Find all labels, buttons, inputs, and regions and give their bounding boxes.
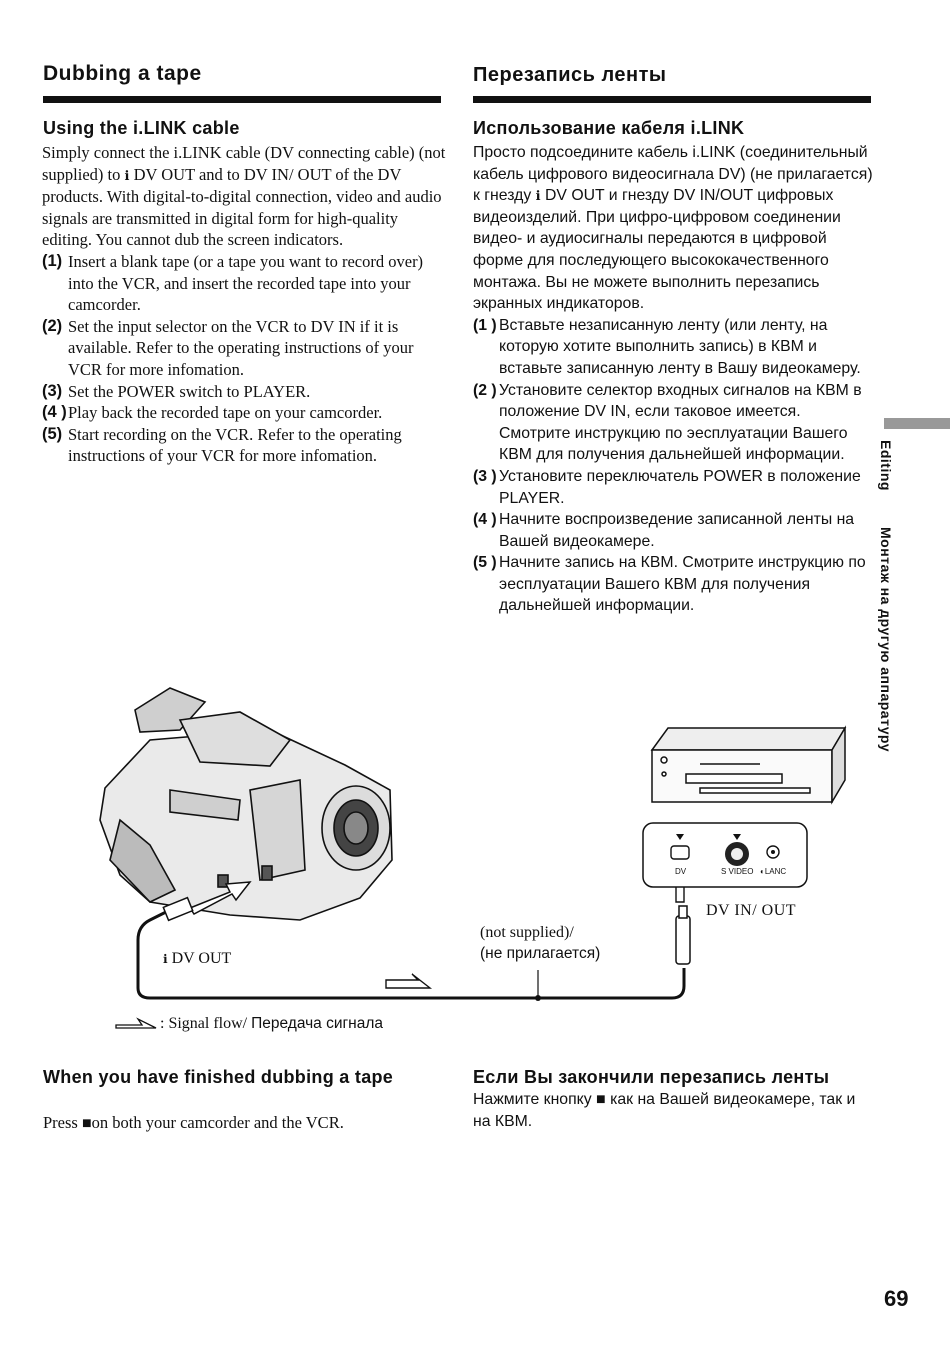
stop-icon-ru: ■ [596, 1091, 606, 1108]
step-en-3: (3) Set the POWER switch to PLAYER. [42, 381, 311, 401]
step-ru-2: (2 ) Установите селектор входных сигналов на КВМ в положение DV IN, если таковое имеется. Смотрите инструкцию по эесплуатации Вашего КВМ для получения дальнейшей информации. [473, 381, 862, 464]
sidebar-editing: Editing [878, 440, 894, 491]
label-dv-out-text: DV OUT [171, 950, 232, 967]
connection-diagram [0, 670, 880, 1030]
section-tab [884, 418, 950, 429]
step-ru-5: (5 ) Начните запись на КВМ. Смотрите инструкцию по эесплуатации Вашего КВМ для получения дальнейшей информации. [473, 554, 866, 615]
finish-text-en-post: on both your camcorder and the VCR. [91, 1113, 344, 1132]
ilink-icon: ℹ [124, 167, 130, 183]
cable-plug-vcr [676, 906, 690, 964]
intro-ru [473, 142, 873, 315]
finish-text-en [43, 1112, 443, 1135]
intro-en-post: DV OUT and to DV IN/ OUT of the DV products. With digital-to-digital connection, video and audio signals are transmitted in digital form for high-quality editing. You cannot dub the screen indicators. [42, 164, 442, 250]
ilink-icon-ru: ℹ [535, 188, 541, 204]
label-not-supplied-ru: (не прилагается) [480, 945, 601, 962]
callout-dot [535, 995, 541, 1001]
finish-text-en-pre: Press [43, 1113, 78, 1132]
step-ru-1: (1 ) Вставьте незаписанную ленту (или ленту, на которую хотите выполнить запись) в КВМ и вставьте записанную ленту в Вашу видеокамеру. [473, 316, 861, 377]
dv-port [671, 846, 689, 859]
section-title-en: Using the i.LINK cable [43, 118, 240, 138]
stop-icon: ■ [81, 1115, 92, 1132]
label-not-supplied-en: (not supplied)/ [480, 924, 574, 941]
finish-text-ru [473, 1089, 873, 1132]
port-label-lanc [760, 867, 786, 876]
step-en-1: (1) Insert a blank tape (or a tape you want to record over) into the VCR, and insert the recorded tape into your camcorder. [42, 251, 424, 315]
port-label-lanc-text: LANC [764, 867, 787, 876]
title-rule-ru [473, 96, 871, 103]
section-title-ru: Использование кабеля i.LINK [473, 118, 745, 138]
sidebar-editing-ru: Монтаж на другую аппаратуру [878, 527, 894, 753]
legend-ru: Передача сигнала [251, 1015, 384, 1032]
step-en-4: (4 ) Play back the recorded tape on your camcorder. [42, 403, 383, 423]
legend-en: : Signal flow/ [160, 1015, 248, 1032]
page-title-ru: Перезапись ленты [473, 64, 667, 86]
label-dv-in-out: DV IN/ OUT [706, 902, 797, 919]
svideo-port-core [731, 848, 743, 860]
intro-en [42, 142, 446, 251]
step-ru-3: (3 ) Установите переключатель POWER в положение PLAYER. [473, 467, 861, 507]
intro-en-pre: Simply connect the i.LINK cable (DV connecting cable) (not supplied) to [42, 143, 446, 184]
port-panel-frame [643, 823, 807, 887]
title-rule-en [43, 96, 441, 103]
lanc-port-pin [771, 850, 775, 854]
finish-title-en: When you have finished dubbing a tape [43, 1067, 394, 1087]
lanc-icon: ◐ [760, 867, 765, 876]
page-number: 69 [884, 1286, 909, 1311]
page-title-en: Dubbing a tape [43, 62, 202, 85]
legend-signal-arrow [116, 1019, 156, 1028]
intro-ru-pre: Просто подсоедините кабель i.LINK (соединительный кабель цифрового видеосигнала DV) (не прилагается) к гнезду [473, 144, 873, 205]
port-label-dv: DV [675, 867, 687, 876]
finish-title-ru: Если Вы закончили перезапись ленты [473, 1067, 830, 1087]
step-en-2: (2) Set the input selector on the VCR to DV IN if it is available. Refer to the operating instructions of your VCR for more infomation. [42, 316, 414, 379]
signal-arrow-cable [386, 974, 430, 988]
vcr-port-panel [643, 823, 807, 887]
port-label-svideo: S VIDEO [721, 867, 754, 876]
label-dv-out [163, 950, 231, 968]
step-en-5: (5) Start recording on the VCR. Refer to the operating instructions of your VCR for more infomation. [42, 424, 402, 466]
intro-ru-post: DV OUT и гнезду DV IN/OUT цифровых видеоизделий. При цифро-цифровом соединении видео- и аудиосигналы передаются в цифровой форме для последующего высококачественного монтажа. Вы не можете выполнить перезапись экранных индикаторов. [473, 187, 841, 313]
finish-text-ru-post: как на Вашей видеокамере, так и на КВМ. [473, 1091, 856, 1130]
dv-out-ilink-icon: ℹ [163, 952, 168, 966]
body-en [42, 142, 446, 467]
step-ru-4: (4 ) Начните воспроизведение записанной ленты на Вашей видеокамере. [473, 511, 855, 550]
finish-text-ru-pre: Нажмите кнопку [473, 1091, 592, 1108]
body-ru [473, 142, 873, 617]
vcr-illustration [652, 728, 845, 802]
legend [160, 1015, 383, 1033]
